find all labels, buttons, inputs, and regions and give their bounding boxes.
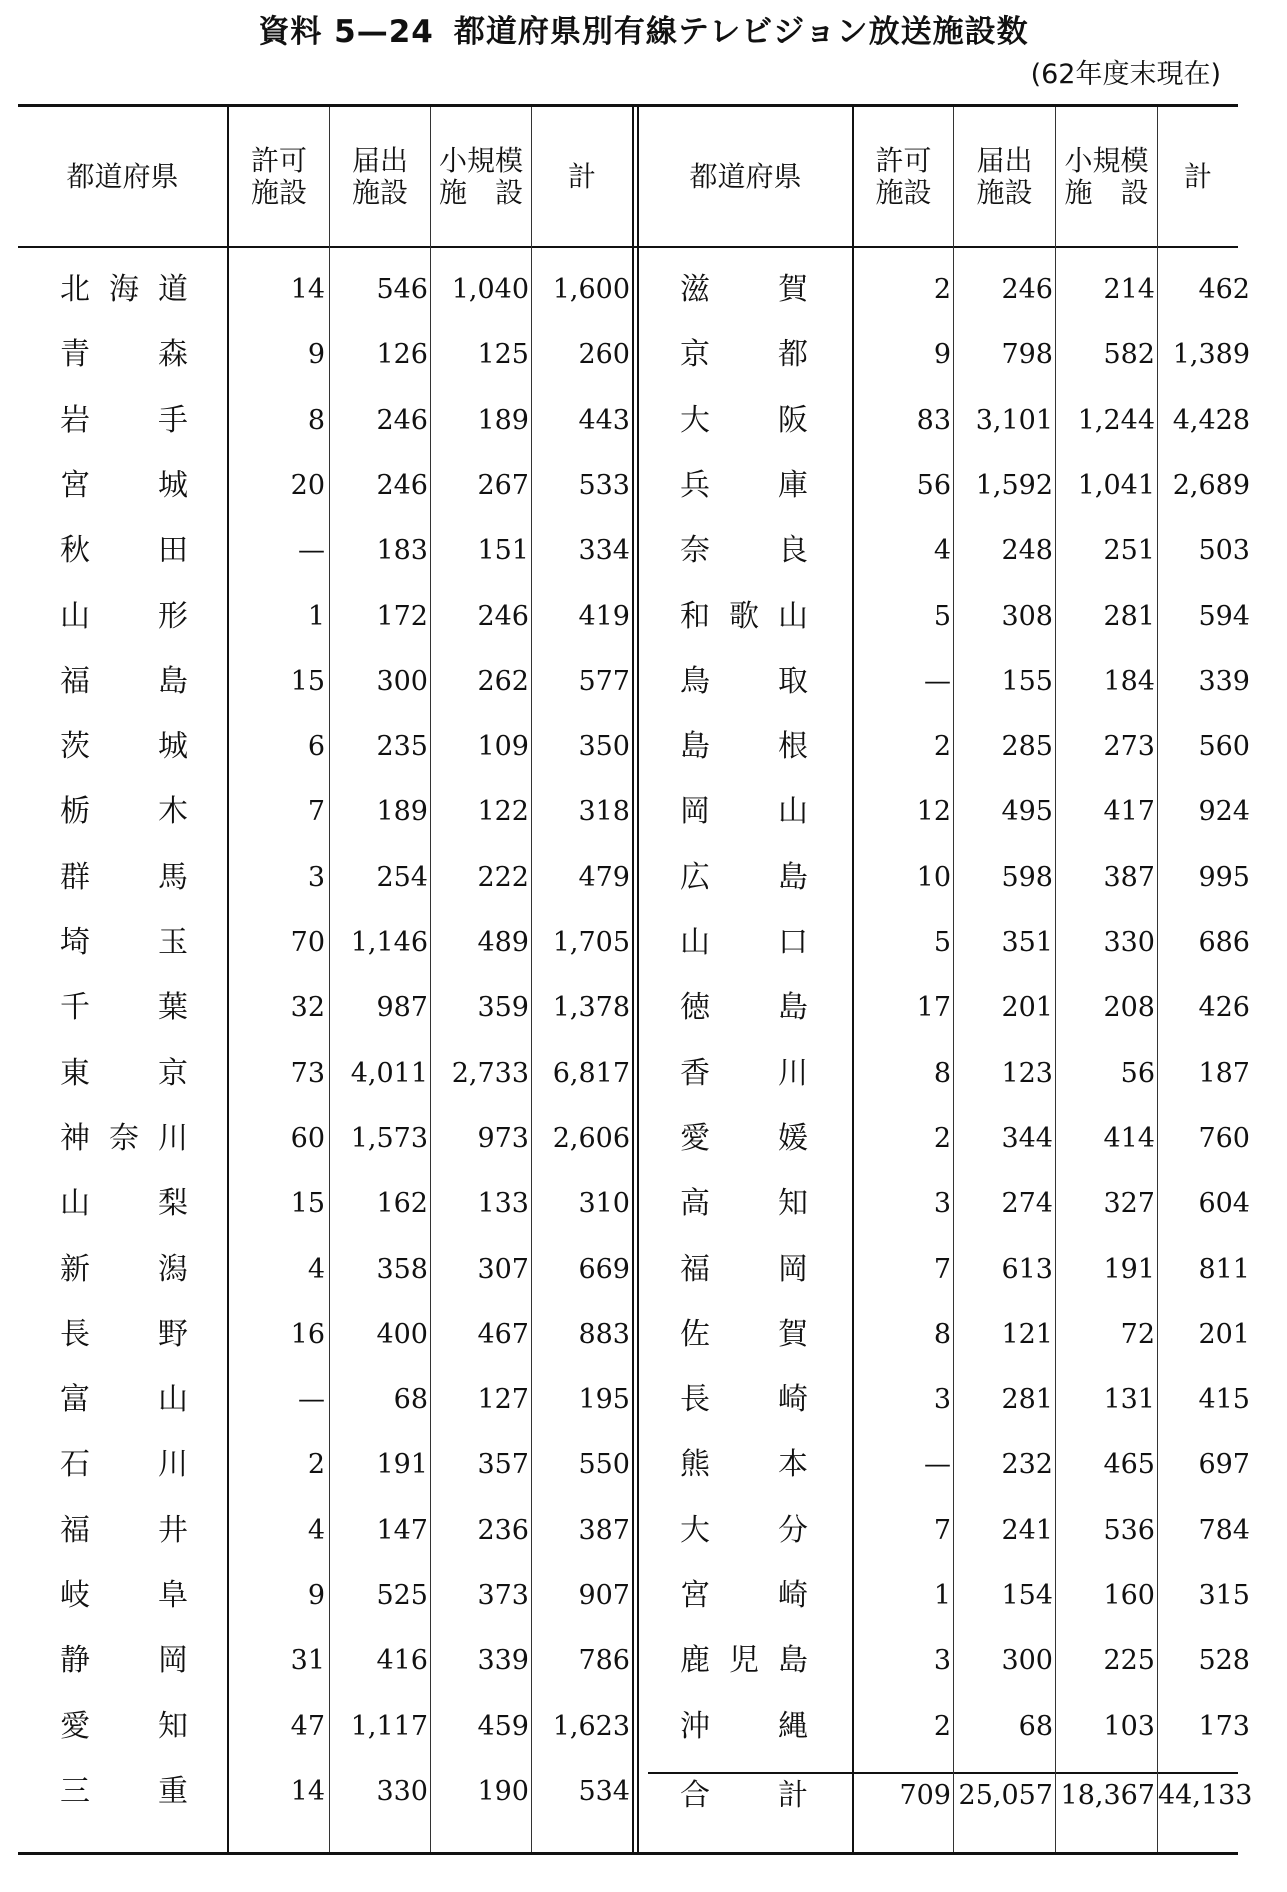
table-row [0, 1054, 1287, 1094]
cell-small: 184 [1103, 665, 1155, 697]
cell-notify: 183 [376, 535, 428, 567]
cell-permit: 4 [307, 1514, 325, 1546]
cell-notify: 241 [1001, 1514, 1053, 1546]
cell-notify: 416 [376, 1645, 428, 1677]
cell-permit: 2 [307, 1449, 325, 1481]
cell-notify: 189 [376, 796, 428, 828]
cell-pref: 京都 [680, 337, 808, 373]
cell-small: 190 [477, 1775, 529, 1807]
cell-small: 1,244 [1077, 404, 1155, 436]
cell-permit: 1 [933, 1580, 951, 1611]
cell-notify: 285 [1001, 731, 1053, 763]
cell-total: 310 [578, 1188, 630, 1220]
cell-total: 550 [578, 1449, 630, 1481]
cell-permit: 7 [307, 796, 325, 828]
cell-total: 4,428 [1172, 404, 1250, 436]
cell-permit: 14 [290, 1775, 325, 1807]
cell-pref: 岐阜 [60, 1578, 188, 1613]
cell-permit: 1 [307, 600, 325, 632]
cell-notify: 191 [376, 1449, 428, 1481]
cell-total: 533 [578, 469, 630, 501]
cell-pref: 新潟 [60, 1251, 188, 1287]
cell-total: 44,133 [1158, 1779, 1253, 1811]
page-title [0, 6, 1287, 51]
cell-total: 995 [1198, 861, 1250, 893]
cell-permit: 3 [933, 1645, 951, 1677]
cell-total: 173 [1198, 1710, 1250, 1742]
cell-permit: 15 [290, 665, 325, 697]
cell-permit: 31 [290, 1645, 325, 1677]
cell-permit: 7 [933, 1514, 951, 1546]
cell-pref: 高知 [680, 1186, 808, 1222]
cell-small: 582 [1103, 339, 1155, 371]
cell-total: 479 [578, 861, 630, 893]
cell-permit: 8 [933, 1057, 951, 1089]
cell-notify: 154 [1001, 1580, 1053, 1611]
header-permit: 許可 施設 [250, 143, 307, 209]
cell-pref: 宮城 [60, 467, 188, 503]
cell-small: 387 [1103, 861, 1155, 893]
cell-small: 359 [477, 992, 529, 1024]
cell-pref: 長崎 [680, 1382, 808, 1418]
cell-pref: 愛媛 [680, 1120, 808, 1156]
cell-total: 1,623 [552, 1710, 630, 1742]
cell-notify: 4,011 [350, 1057, 428, 1089]
cell-small: 122 [477, 796, 529, 828]
cell-small: 262 [477, 665, 529, 697]
as-of-note: (62年度末現在) [1030, 59, 1221, 90]
cell-permit: 3 [933, 1384, 951, 1416]
cell-pref: 岩手 [60, 402, 188, 438]
cell-small: 307 [477, 1253, 529, 1285]
cell-notify: 232 [1001, 1449, 1053, 1481]
cell-pref: 広島 [680, 859, 808, 895]
cell-total: 443 [578, 404, 630, 436]
cell-total: 528 [1198, 1645, 1250, 1677]
header-permit: 許可 施設 [875, 143, 932, 209]
cell-small: 56 [1120, 1057, 1155, 1089]
cell-small: 536 [1103, 1514, 1155, 1546]
cell-notify: 68 [1018, 1710, 1053, 1742]
cell-pref: 和歌山 [680, 598, 808, 634]
cell-permit: 8 [933, 1318, 951, 1350]
cell-notify: 281 [1001, 1384, 1053, 1416]
cell-permit: — [924, 1449, 951, 1481]
cell-pref: 鹿児島 [680, 1643, 808, 1679]
cell-notify: 1,146 [350, 927, 428, 958]
title-label: 資料 5—24 [258, 14, 434, 50]
cell-pref: 福井 [60, 1512, 188, 1548]
cell-notify: 123 [1001, 1057, 1053, 1089]
header-notify: 届出 施設 [976, 143, 1033, 209]
cell-total: 1,705 [552, 927, 630, 958]
cell-permit: 2 [933, 1122, 951, 1154]
cell-permit: 3 [307, 861, 325, 893]
cell-permit: 5 [933, 927, 951, 958]
cell-notify: 201 [1001, 992, 1053, 1024]
cell-pref: 東京 [60, 1055, 188, 1091]
cell-small: 127 [477, 1384, 529, 1416]
table-row [0, 1641, 1287, 1681]
cell-notify: 246 [376, 469, 428, 501]
cell-permit: 2 [933, 274, 951, 305]
cell-notify: 351 [1001, 927, 1053, 958]
cell-notify: 987 [376, 992, 428, 1024]
cell-permit: 4 [307, 1253, 325, 1285]
cell-pref: 山形 [60, 598, 188, 634]
cell-small: 2,733 [451, 1057, 529, 1089]
table-row [0, 335, 1287, 375]
title-text: 都道府県別有線テレビジョン放送施設数 [453, 14, 1029, 50]
cell-pref: 茨城 [60, 729, 188, 765]
cell-small: 225 [1103, 1645, 1155, 1677]
cell-total: 260 [578, 339, 630, 371]
cell-total: 350 [578, 731, 630, 763]
cell-notify: 3,101 [975, 404, 1053, 436]
cell-permit: 9 [307, 1580, 325, 1611]
cell-total: 924 [1198, 796, 1250, 828]
cell-small: 327 [1103, 1188, 1155, 1220]
cell-permit: 4 [933, 535, 951, 567]
cell-permit: 7 [933, 1253, 951, 1285]
cell-permit: 6 [307, 731, 325, 763]
cell-pref: 鳥取 [680, 663, 808, 699]
cell-total: 760 [1198, 1122, 1250, 1154]
cell-notify: 1,592 [975, 469, 1053, 501]
cell-pref: 長野 [60, 1316, 188, 1352]
table-row [0, 1315, 1287, 1355]
cell-small: 191 [1103, 1253, 1155, 1285]
cell-small: 357 [477, 1449, 529, 1481]
cell-permit: 70 [290, 927, 325, 958]
cell-permit: 73 [290, 1057, 325, 1089]
cell-notify: 155 [1001, 665, 1053, 697]
cell-small: 160 [1103, 1580, 1155, 1611]
cell-pref: 佐賀 [680, 1316, 808, 1352]
cell-notify: 308 [1001, 600, 1053, 632]
cell-small: 467 [477, 1318, 529, 1350]
cell-permit: 47 [290, 1710, 325, 1742]
cell-total: 315 [1198, 1580, 1250, 1611]
table-row [0, 1511, 1287, 1551]
cell-small: 103 [1103, 1710, 1155, 1742]
cell-pref: 宮崎 [680, 1578, 808, 1613]
cell-small: 1,040 [451, 274, 529, 305]
cell-small: 208 [1103, 992, 1155, 1024]
cell-small: 267 [477, 469, 529, 501]
cell-permit: 5 [933, 600, 951, 632]
table-row [0, 270, 1287, 310]
cell-pref: 沖縄 [680, 1708, 808, 1744]
total-row [0, 1776, 1287, 1816]
table-row [0, 727, 1287, 767]
cell-total: 1,389 [1172, 339, 1250, 371]
table-row [0, 662, 1287, 702]
cell-pref: 千葉 [60, 990, 188, 1026]
cell-total: 594 [1198, 600, 1250, 632]
cell-total: 334 [578, 535, 630, 567]
cell-small: 18,367 [1060, 1779, 1155, 1811]
cell-pref: 島根 [680, 729, 808, 765]
cell-pref: 奈良 [680, 533, 808, 569]
table-row [0, 1184, 1287, 1224]
cell-pref: 群馬 [60, 859, 188, 895]
cell-notify: 68 [393, 1384, 428, 1416]
cell-permit: 14 [290, 274, 325, 305]
cell-total: 697 [1198, 1449, 1250, 1481]
cell-notify: 300 [1001, 1645, 1053, 1677]
table-row [0, 1576, 1287, 1616]
cell-notify: 172 [376, 600, 428, 632]
table-row [0, 1707, 1287, 1747]
cell-total: 560 [1198, 731, 1250, 763]
cell-notify: 274 [1001, 1188, 1053, 1220]
cell-permit: 8 [307, 404, 325, 436]
table-row [0, 401, 1287, 441]
cell-pref: 三重 [60, 1773, 188, 1809]
table-row [0, 466, 1287, 506]
cell-notify: 162 [376, 1188, 428, 1220]
header-pref: 都道府県 [66, 159, 179, 193]
cell-notify: 798 [1001, 339, 1053, 371]
cell-small: 465 [1103, 1449, 1155, 1481]
cell-notify: 400 [376, 1318, 428, 1350]
cell-notify: 495 [1001, 796, 1053, 828]
cell-notify: 613 [1001, 1253, 1053, 1285]
cell-permit: 32 [290, 992, 325, 1024]
cell-total: 187 [1198, 1057, 1250, 1089]
cell-notify: 246 [1001, 274, 1053, 305]
cell-small: 214 [1103, 274, 1155, 305]
cell-small: 339 [477, 1645, 529, 1677]
cell-notify: 1,573 [350, 1122, 428, 1154]
cell-permit: 60 [290, 1122, 325, 1154]
cell-notify: 344 [1001, 1122, 1053, 1154]
cell-permit: 2 [933, 1710, 951, 1742]
cell-permit: 56 [916, 469, 951, 501]
cell-pref: 石川 [60, 1447, 188, 1483]
cell-small: 236 [477, 1514, 529, 1546]
table-row [0, 988, 1287, 1028]
cell-total: 1,600 [552, 274, 630, 305]
cell-notify: 248 [1001, 535, 1053, 567]
cell-notify: 598 [1001, 861, 1053, 893]
cell-notify: 25,057 [958, 1779, 1053, 1811]
cell-permit: 15 [290, 1188, 325, 1220]
cell-pref: 愛知 [60, 1708, 188, 1744]
cell-small: 281 [1103, 600, 1155, 632]
cell-permit: 20 [290, 469, 325, 501]
cell-small: 273 [1103, 731, 1155, 763]
cell-small: 373 [477, 1580, 529, 1611]
cell-permit: 10 [916, 861, 951, 893]
cell-small: 459 [477, 1710, 529, 1742]
cell-small: 189 [477, 404, 529, 436]
cell-permit: 709 [899, 1779, 951, 1811]
cell-small: 109 [477, 731, 529, 763]
cell-total: 2,606 [552, 1122, 630, 1154]
cell-small: 125 [477, 339, 529, 371]
cell-permit: 12 [916, 796, 951, 828]
cell-pref: 青森 [60, 337, 188, 373]
table-row [0, 531, 1287, 571]
cell-permit: — [924, 665, 951, 697]
cell-small: 1,041 [1077, 469, 1155, 501]
cell-pref: 秋田 [60, 533, 188, 569]
cell-total: 415 [1198, 1384, 1250, 1416]
bottom-rule [18, 1852, 1238, 1855]
header-total: 計 [1183, 159, 1212, 193]
cell-pref: 岡山 [680, 794, 808, 830]
cell-permit: — [298, 1384, 325, 1416]
cell-pref: 山梨 [60, 1186, 188, 1222]
cell-small: 131 [1103, 1384, 1155, 1416]
cell-permit: 9 [307, 339, 325, 371]
cell-total: 6,817 [552, 1057, 630, 1089]
cell-permit: 9 [933, 339, 951, 371]
header-notify: 届出 施設 [351, 143, 408, 209]
cell-small: 414 [1103, 1122, 1155, 1154]
cell-total: 786 [578, 1645, 630, 1677]
table-row [0, 597, 1287, 637]
cell-pref: 合計 [680, 1777, 808, 1813]
cell-pref: 北海道 [60, 272, 188, 307]
cell-permit: 16 [290, 1318, 325, 1350]
header-small: 小規模 施 設 [1064, 143, 1149, 209]
cell-small: 246 [477, 600, 529, 632]
cell-pref: 滋賀 [680, 272, 808, 307]
table-row [0, 1445, 1287, 1485]
cell-permit: 3 [933, 1188, 951, 1220]
cell-total: 387 [578, 1514, 630, 1546]
cell-total: 426 [1198, 992, 1250, 1024]
cell-notify: 358 [376, 1253, 428, 1285]
cell-small: 330 [1103, 927, 1155, 958]
table-row [0, 1250, 1287, 1290]
cell-total: 318 [578, 796, 630, 828]
cell-permit: 2 [933, 731, 951, 763]
cell-total: 1,378 [552, 992, 630, 1024]
cell-small: 222 [477, 861, 529, 893]
cell-total: 604 [1198, 1188, 1250, 1220]
cell-pref: 埼玉 [60, 925, 188, 960]
cell-small: 151 [477, 535, 529, 567]
cell-total: 195 [578, 1384, 630, 1416]
cell-small: 133 [477, 1188, 529, 1220]
cell-pref: 熊本 [680, 1447, 808, 1483]
cell-total: 503 [1198, 535, 1250, 567]
cell-total: 577 [578, 665, 630, 697]
cell-total: 201 [1198, 1318, 1250, 1350]
cell-total: 883 [578, 1318, 630, 1350]
cell-pref: 山口 [680, 925, 808, 960]
table-row [0, 792, 1287, 832]
cell-total: 534 [578, 1775, 630, 1807]
cell-total: 419 [578, 600, 630, 632]
cell-pref: 栃木 [60, 794, 188, 830]
cell-notify: 235 [376, 731, 428, 763]
cell-total: 784 [1198, 1514, 1250, 1546]
cell-pref: 香川 [680, 1055, 808, 1091]
cell-pref: 大阪 [680, 402, 808, 438]
cell-pref: 神奈川 [60, 1120, 188, 1156]
cell-total: 811 [1198, 1253, 1250, 1285]
cell-total: 2,689 [1172, 469, 1250, 501]
cell-total: 669 [578, 1253, 630, 1285]
cell-total: 907 [578, 1580, 630, 1611]
cell-notify: 147 [376, 1514, 428, 1546]
cell-permit: 17 [916, 992, 951, 1024]
header-total: 計 [567, 159, 596, 193]
table-row [0, 1119, 1287, 1159]
cell-total: 686 [1198, 927, 1250, 958]
header-pref: 都道府県 [689, 159, 802, 193]
cell-pref: 大分 [680, 1512, 808, 1548]
cell-pref: 福岡 [680, 1251, 808, 1287]
cell-notify: 246 [376, 404, 428, 436]
cell-notify: 525 [376, 1580, 428, 1611]
cell-notify: 546 [376, 274, 428, 305]
cell-pref: 富山 [60, 1382, 188, 1418]
table-row [0, 858, 1287, 898]
cell-notify: 254 [376, 861, 428, 893]
cell-small: 417 [1103, 796, 1155, 828]
cell-small: 251 [1103, 535, 1155, 567]
cell-notify: 1,117 [350, 1710, 428, 1742]
cell-pref: 静岡 [60, 1643, 188, 1679]
cell-total: 462 [1198, 274, 1250, 305]
cell-notify: 330 [376, 1775, 428, 1807]
table-header [0, 107, 1287, 246]
cell-small: 72 [1120, 1318, 1155, 1350]
cell-pref: 徳島 [680, 990, 808, 1026]
cell-permit: 83 [916, 404, 951, 436]
cell-permit: — [298, 535, 325, 567]
table-row [0, 923, 1287, 963]
cell-pref: 福島 [60, 663, 188, 699]
table-row [0, 1380, 1287, 1420]
cell-small: 973 [477, 1122, 529, 1154]
cell-notify: 126 [376, 339, 428, 371]
cell-total: 339 [1198, 665, 1250, 697]
cell-notify: 121 [1001, 1318, 1053, 1350]
cell-pref: 兵庫 [680, 467, 808, 503]
cell-small: 489 [477, 927, 529, 958]
header-small: 小規模 施 設 [438, 143, 523, 209]
cell-notify: 300 [376, 665, 428, 697]
